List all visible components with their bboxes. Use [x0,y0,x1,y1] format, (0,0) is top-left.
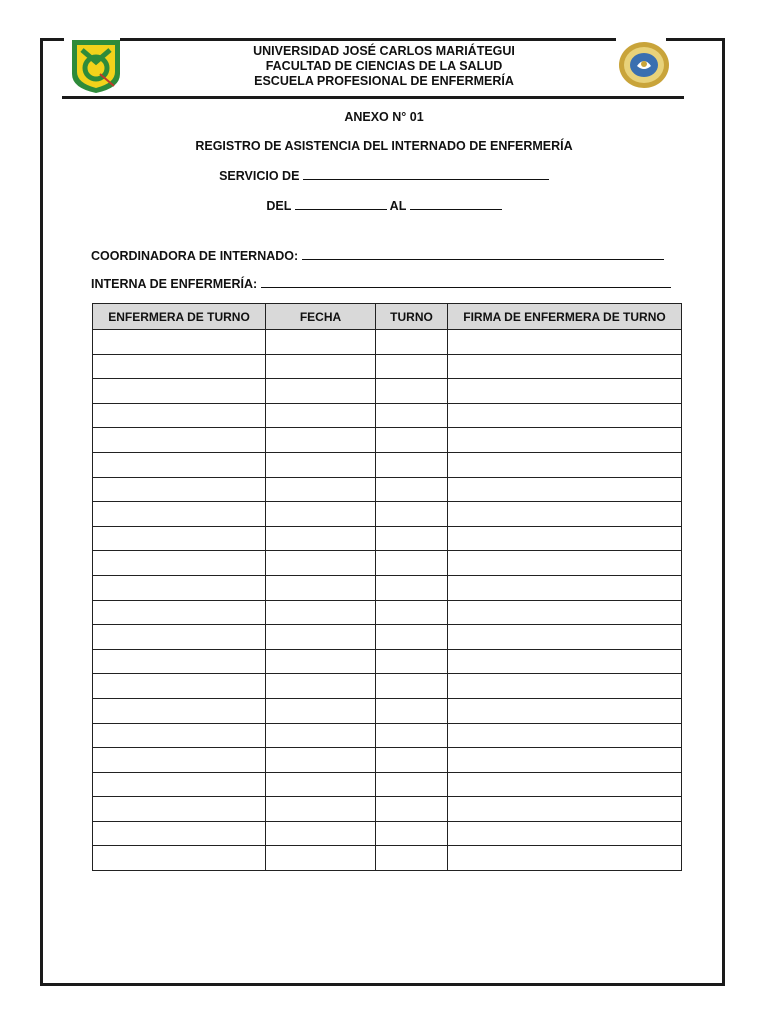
date-cell[interactable] [266,403,376,428]
nurse-cell[interactable] [93,674,266,699]
signature-cell[interactable] [448,526,682,551]
signature-cell[interactable] [448,428,682,453]
table-row [93,674,682,699]
nurse-cell[interactable] [93,330,266,355]
table-row [93,502,682,527]
faculty-seal-logo-icon [617,40,671,90]
date-cell[interactable] [266,354,376,379]
table-row [93,748,682,773]
signature-cell[interactable] [448,748,682,773]
intern-label: INTERNA DE ENFERMERÍA: [91,277,258,291]
shift-cell[interactable] [376,748,448,773]
shift-cell[interactable] [376,403,448,428]
column-header-date: FECHA [266,304,376,330]
date-cell[interactable] [266,698,376,723]
signature-cell[interactable] [448,625,682,650]
from-date-blank[interactable] [295,198,387,210]
nurse-cell[interactable] [93,772,266,797]
nurse-cell[interactable] [93,698,266,723]
table-row [93,649,682,674]
table-row [93,403,682,428]
school-name: ESCUELA PROFESIONAL DE ENFERMERÍA [254,74,514,88]
date-cell[interactable] [266,625,376,650]
signature-cell[interactable] [448,330,682,355]
shift-cell[interactable] [376,452,448,477]
table-row [93,354,682,379]
signature-cell[interactable] [448,477,682,502]
nurse-cell[interactable] [93,625,266,650]
table-row [93,698,682,723]
table-row [93,526,682,551]
signature-cell[interactable] [448,698,682,723]
signature-cell[interactable] [448,379,682,404]
service-blank[interactable] [303,168,549,180]
university-name: UNIVERSIDAD JOSÉ CARLOS MARIÁTEGUI [253,44,515,58]
date-cell[interactable] [266,674,376,699]
faculty-name: FACULTAD DE CIENCIAS DE LA SALUD [265,59,503,73]
table-row [93,551,682,576]
table-row [93,723,682,748]
nurse-cell[interactable] [93,723,266,748]
shift-cell[interactable] [376,354,448,379]
attendance-table-body [93,330,682,871]
signature-cell[interactable] [448,354,682,379]
header-divider [62,96,684,99]
period-line [0,198,768,213]
university-shield-logo-icon [70,38,122,94]
nurse-cell[interactable] [93,354,266,379]
table-row [93,428,682,453]
nurse-cell[interactable] [93,477,266,502]
signature-cell[interactable] [448,674,682,699]
shift-cell[interactable] [376,698,448,723]
shift-cell[interactable] [376,477,448,502]
date-cell[interactable] [266,428,376,453]
nurse-cell[interactable] [93,846,266,871]
to-date-blank[interactable] [410,198,502,210]
shift-cell[interactable] [376,723,448,748]
date-cell[interactable] [266,772,376,797]
nurse-cell[interactable] [93,649,266,674]
intern-blank[interactable] [261,276,671,288]
table-row [93,379,682,404]
date-cell[interactable] [266,846,376,871]
signature-cell[interactable] [448,797,682,822]
shift-cell[interactable] [376,575,448,600]
date-cell[interactable] [266,600,376,625]
nurse-cell[interactable] [93,526,266,551]
table-row [93,575,682,600]
service-line [0,168,768,183]
table-row [93,625,682,650]
table-row [93,821,682,846]
table-row [93,330,682,355]
signature-cell[interactable] [448,403,682,428]
column-header-shift: TURNO [376,304,448,330]
signature-cell[interactable] [448,575,682,600]
date-cell[interactable] [266,797,376,822]
nurse-cell[interactable] [93,502,266,527]
nurse-cell[interactable] [93,428,266,453]
shift-cell[interactable] [376,502,448,527]
shift-cell[interactable] [376,379,448,404]
signature-cell[interactable] [448,772,682,797]
shift-cell[interactable] [376,821,448,846]
shift-cell[interactable] [376,846,448,871]
document-title: REGISTRO DE ASISTENCIA DEL INTERNADO DE ENFERMERÍA [195,139,573,153]
date-cell[interactable] [266,379,376,404]
nurse-cell[interactable] [93,551,266,576]
shift-cell[interactable] [376,649,448,674]
signature-cell[interactable] [448,649,682,674]
table-row [93,477,682,502]
signature-cell[interactable] [448,551,682,576]
nurse-cell[interactable] [93,600,266,625]
shift-cell[interactable] [376,797,448,822]
shift-cell[interactable] [376,330,448,355]
date-cell[interactable] [266,575,376,600]
signature-cell[interactable] [448,452,682,477]
shift-cell[interactable] [376,551,448,576]
shift-cell[interactable] [376,674,448,699]
institution-header [150,44,618,89]
from-label: DEL [266,199,292,213]
annex-number: ANEXO N° 01 [344,110,424,124]
nurse-cell[interactable] [93,452,266,477]
attendance-table [92,303,682,871]
signature-cell[interactable] [448,846,682,871]
date-cell[interactable] [266,526,376,551]
date-cell[interactable] [266,452,376,477]
shift-cell[interactable] [376,772,448,797]
table-header-row [93,304,682,330]
coordinator-label: COORDINADORA DE INTERNADO: [91,249,299,263]
shift-cell[interactable] [376,600,448,625]
date-cell[interactable] [266,330,376,355]
date-cell[interactable] [266,551,376,576]
service-label: SERVICIO DE [219,169,300,183]
table-row [93,846,682,871]
signature-cell[interactable] [448,723,682,748]
nurse-cell[interactable] [93,821,266,846]
coordinator-blank[interactable] [302,248,664,260]
to-label: AL [389,199,407,213]
intern-line [91,276,671,291]
shift-cell[interactable] [376,526,448,551]
nurse-cell[interactable] [93,748,266,773]
table-row [93,772,682,797]
nurse-cell[interactable] [93,379,266,404]
shift-cell[interactable] [376,625,448,650]
date-cell[interactable] [266,502,376,527]
coordinator-line [91,248,664,263]
date-cell[interactable] [266,723,376,748]
date-cell[interactable] [266,477,376,502]
table-row [93,600,682,625]
signature-cell[interactable] [448,502,682,527]
table-row [93,452,682,477]
shift-cell[interactable] [376,428,448,453]
date-cell[interactable] [266,748,376,773]
column-header-signature: FIRMA DE ENFERMERA DE TURNO [448,304,682,330]
column-header-nurse: ENFERMERA DE TURNO [93,304,266,330]
signature-cell[interactable] [448,821,682,846]
nurse-cell[interactable] [93,575,266,600]
signature-cell[interactable] [448,600,682,625]
date-cell[interactable] [266,649,376,674]
nurse-cell[interactable] [93,403,266,428]
nurse-cell[interactable] [93,797,266,822]
date-cell[interactable] [266,821,376,846]
table-row [93,797,682,822]
